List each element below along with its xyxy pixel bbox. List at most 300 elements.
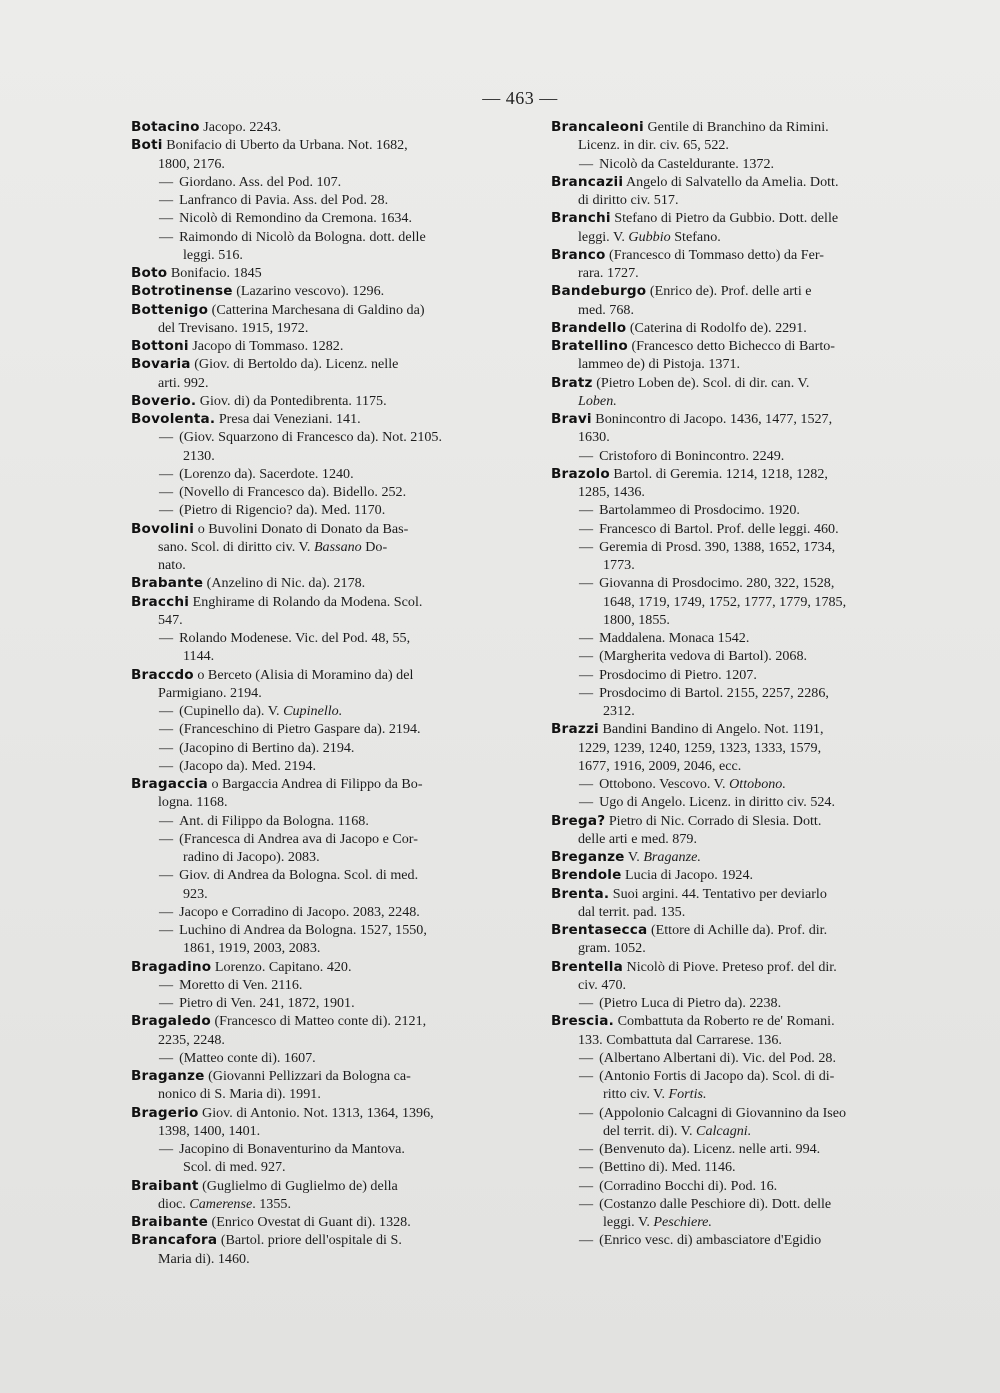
- index-entry: [551, 1012, 927, 1049]
- subentry-dash: —: [159, 976, 174, 993]
- entry-line: [551, 392, 927, 410]
- subentry-dash: —: [159, 903, 174, 920]
- entry-line: [551, 885, 927, 903]
- entry-line: [131, 118, 507, 136]
- entry-line: [579, 775, 927, 793]
- entry-headword: Branco: [551, 246, 606, 263]
- entry-line: [551, 757, 927, 775]
- index-entry: [551, 812, 927, 849]
- entry-line: [551, 830, 927, 848]
- entry-headword: Brescia.: [551, 1013, 615, 1030]
- entry-line: [159, 465, 507, 483]
- entry-headword: Botrotinense: [131, 283, 233, 300]
- entry-headword: Bragerio: [131, 1104, 199, 1121]
- entry-line: [579, 501, 927, 519]
- entry-text: Moretto di Ven. 2116.: [179, 976, 303, 993]
- entry-text: Pietro di Ven. 241, 1872, 1901.: [179, 995, 355, 1011]
- index-subentry: [551, 538, 927, 575]
- entry-text: Prosdocimo di Bartol. 2155, 2257, 2286,: [599, 684, 829, 701]
- entry-text: arti. 992.: [158, 374, 209, 391]
- subentry-dash: —: [159, 465, 174, 482]
- entry-headword: Bovolenta.: [131, 411, 216, 427]
- entry-line: [551, 739, 927, 757]
- entry-line: [131, 282, 507, 300]
- cross-reference: Calcagni.: [696, 1122, 752, 1139]
- index-subentry: [131, 702, 507, 720]
- entry-line: [579, 593, 927, 611]
- entry-text: (Lorenzo da). Sacerdote. 1240.: [179, 465, 354, 482]
- index-subentry: [551, 666, 927, 684]
- entry-text: (Bettino di). Med. 1146.: [599, 1159, 736, 1176]
- subentry-dash: —: [159, 1049, 174, 1066]
- entry-text: 2312.: [603, 703, 635, 719]
- entry-line: [579, 520, 927, 538]
- subentry-dash: —: [159, 721, 174, 738]
- entry-text: (Appolonio Calcagni di Giovannino da Iseo: [599, 1104, 847, 1121]
- index-entry: [551, 848, 927, 866]
- entry-text: (Cupinello da). V.: [179, 703, 284, 719]
- entry-line: [131, 1213, 507, 1231]
- subentry-dash: —: [579, 1195, 594, 1212]
- index-entry: [551, 209, 927, 246]
- entry-headword: Bandeburgo: [551, 283, 647, 300]
- entry-text: o Buvolini Donato di Donato da Bas-: [197, 520, 409, 537]
- subentry-dash: —: [579, 648, 594, 665]
- entry-text: Do-: [361, 538, 388, 555]
- entry-line: [131, 1250, 507, 1268]
- entry-headword: Bragaccia: [131, 776, 208, 792]
- subentry-dash: —: [579, 502, 594, 519]
- entry-line: [579, 1085, 927, 1103]
- entry-headword: Branchi: [551, 210, 611, 227]
- entry-line: [551, 337, 927, 355]
- entry-line: [579, 994, 927, 1012]
- entry-text: dal territ. pad. 135.: [578, 903, 686, 920]
- index-subentry: [131, 465, 507, 483]
- entry-headword: Brabante: [131, 575, 204, 592]
- index-subentry: [131, 739, 507, 757]
- subentry-dash: —: [159, 192, 174, 208]
- entry-line: [131, 392, 507, 410]
- subentry-dash: —: [579, 684, 594, 701]
- subentry-dash: —: [159, 173, 174, 190]
- entry-line: [159, 246, 507, 264]
- entry-line: [579, 647, 927, 665]
- entry-line: [131, 1012, 507, 1030]
- index-subentry: [131, 501, 507, 519]
- subentry-dash: —: [159, 703, 174, 719]
- entry-text: Stefano di Pietro da Gubbio. Dott. delle: [614, 210, 839, 227]
- entry-text: Bonincontro di Jacopo. 1436, 1477, 1527,: [595, 411, 833, 427]
- index-entry: [131, 337, 507, 355]
- entry-line: [579, 1213, 927, 1231]
- entry-text: del territ. di). V.: [603, 1122, 697, 1139]
- entry-text: . 1355.: [252, 1195, 291, 1212]
- entry-text: 1144.: [183, 648, 215, 665]
- entry-line: [131, 1067, 507, 1085]
- entry-line: [159, 757, 507, 775]
- entry-line: [159, 191, 507, 209]
- index-entry: [551, 866, 927, 884]
- entry-line: [579, 1177, 927, 1195]
- entry-line: [159, 812, 507, 830]
- entry-text: (Ettore di Achille da). Prof. dir.: [650, 922, 828, 938]
- entry-text: Luchino di Andrea da Bologna. 1527, 1550,: [179, 922, 427, 938]
- entry-text: 923.: [183, 885, 208, 902]
- index-entry: [131, 136, 507, 173]
- entry-text: (Giov. di Bertoldo da). Licenz. nelle: [194, 356, 399, 373]
- entry-headword: Brancazii: [551, 173, 624, 190]
- entry-line: [131, 155, 507, 173]
- entry-line: [551, 246, 927, 264]
- entry-line: [131, 136, 507, 154]
- entry-line: [159, 228, 507, 246]
- index-entry: [131, 1012, 507, 1049]
- subentry-dash: —: [579, 666, 594, 683]
- entry-headword: Brendole: [551, 867, 622, 884]
- index-subentry: [131, 629, 507, 666]
- subentry-dash: —: [579, 1141, 594, 1157]
- entry-text: Licenz. in dir. civ. 65, 522.: [578, 137, 729, 154]
- entry-text: Jacopo e Corradino di Jacopo. 2083, 2248.: [179, 903, 420, 920]
- entry-line: [159, 830, 507, 848]
- entry-line: [551, 173, 927, 191]
- subentry-dash: —: [159, 1141, 174, 1157]
- subentry-dash: —: [579, 520, 594, 537]
- entry-headword: Brazolo: [551, 465, 610, 482]
- page-number: — 463 —: [482, 88, 558, 108]
- index-entry: [551, 921, 927, 958]
- entry-text: o Berceto (Alisia di Moramino da) del: [197, 666, 414, 683]
- subentry-dash: —: [579, 538, 594, 555]
- index-subentry: [131, 173, 507, 191]
- entry-line: [131, 264, 507, 282]
- subentry-dash: —: [579, 630, 594, 646]
- entry-text: nato.: [158, 557, 186, 573]
- entry-line: [131, 1031, 507, 1049]
- entry-text: Nicolò di Remondino da Cremona. 1634.: [179, 210, 412, 227]
- entry-line: [551, 848, 927, 866]
- entry-text: leggi. V.: [578, 228, 629, 245]
- entry-line: [579, 684, 927, 702]
- index-entry: [551, 319, 927, 337]
- index-subentry: [131, 994, 507, 1012]
- entry-headword: Braibante: [131, 1214, 208, 1230]
- index-subentry: [551, 629, 927, 647]
- entry-headword: Bovaria: [131, 356, 191, 373]
- entry-text: Giovanna di Prosdocimo. 280, 322, 1528,: [599, 575, 835, 592]
- index-entry: [131, 1231, 507, 1268]
- entry-line: [131, 1104, 507, 1122]
- entry-text: Combattuta da Roberto re de' Romani.: [617, 1013, 835, 1030]
- subentry-dash: —: [579, 794, 594, 811]
- entry-text: (Margherita vedova di Bartol). 2068.: [599, 648, 808, 665]
- entry-text: (Jacopo da). Med. 2194.: [179, 757, 317, 774]
- entry-line: [159, 1158, 507, 1176]
- entry-text: Lorenzo. Capitano. 420.: [214, 958, 352, 975]
- index-subentry: [551, 1195, 927, 1232]
- entry-text: (Enrico de). Prof. delle arti e: [649, 283, 812, 300]
- index-entry: [551, 885, 927, 922]
- entry-text: Ant. di Filippo da Bologna. 1168.: [179, 812, 369, 829]
- entry-line: [551, 319, 927, 337]
- entry-text: Maria di). 1460.: [158, 1250, 250, 1267]
- entry-line: [579, 574, 927, 592]
- index-subentry: [131, 830, 507, 867]
- index-subentry: [131, 812, 507, 830]
- entry-line: [579, 666, 927, 684]
- entry-text: V.: [627, 849, 644, 865]
- entry-text: Jacopino di Bonaventurino da Mantova.: [179, 1141, 405, 1157]
- entry-text: (Giovanni Pellizzari da Bologna ca-: [208, 1068, 411, 1084]
- index-subentry: [131, 976, 507, 994]
- entry-text: Lucia di Jacopo. 1924.: [625, 867, 754, 884]
- index-entry: [131, 118, 507, 136]
- index-subentry: [131, 921, 507, 958]
- index-subentry: [551, 1049, 927, 1067]
- entry-text: (Francesco di Tommaso detto) da Fer-: [609, 246, 824, 263]
- index-subentry: [551, 1140, 927, 1158]
- entry-line: [131, 793, 507, 811]
- index-entry: [131, 958, 507, 976]
- cross-reference: Fortis.: [668, 1086, 707, 1103]
- entry-line: [579, 155, 927, 173]
- entry-line: [579, 793, 927, 811]
- entry-headword: Brega?: [551, 812, 606, 829]
- index-subentry: [551, 447, 927, 465]
- entry-line: [131, 520, 507, 538]
- entry-text: (Anzelino di Nic. da). 2178.: [206, 575, 366, 592]
- subentry-dash: —: [159, 757, 174, 774]
- entry-text: Parmigiano. 2194.: [158, 684, 262, 701]
- index-subentry: [551, 501, 927, 519]
- index-entry: [551, 246, 927, 283]
- entry-line: [551, 191, 927, 209]
- index-entry: [131, 1104, 507, 1141]
- entry-text: Raimondo di Nicolò da Bologna. dott. delle: [179, 228, 426, 245]
- entry-line: [551, 410, 927, 428]
- entry-line: [159, 739, 507, 757]
- index-entry: [551, 374, 927, 411]
- entry-line: [551, 301, 927, 319]
- entry-text: Enghirame di Rolando da Modena. Scol.: [192, 593, 423, 610]
- entry-line: [131, 593, 507, 611]
- entry-text: radino di Jacopo). 2083.: [183, 849, 320, 865]
- index-subentry: [551, 1158, 927, 1176]
- subentry-dash: —: [159, 502, 174, 519]
- entry-line: [159, 209, 507, 227]
- entry-headword: Bracchi: [131, 593, 190, 610]
- entry-text: sano. Scol. di diritto civ. V.: [158, 538, 314, 555]
- entry-line: [579, 1140, 927, 1158]
- entry-text: Maddalena. Monaca 1542.: [599, 630, 750, 646]
- subentry-dash: —: [579, 1104, 594, 1121]
- entry-text: dioc.: [158, 1195, 190, 1212]
- entry-text: Giov. di Andrea da Bologna. Scol. di med.: [179, 867, 419, 884]
- entry-line: [579, 1122, 927, 1140]
- index-column-right: [551, 118, 927, 1250]
- entry-text: 1229, 1239, 1240, 1259, 1323, 1333, 1579,: [578, 739, 822, 756]
- cross-reference: Cupinello.: [283, 703, 343, 719]
- index-subentry: [551, 1104, 927, 1141]
- entry-line: [159, 483, 507, 501]
- entry-text: Rolando Modenese. Vic. del Pod. 48, 55,: [179, 630, 411, 646]
- entry-text: (Franceschino di Pietro Gaspare da). 2194.: [179, 721, 421, 738]
- entry-headword: Bravi: [551, 411, 592, 427]
- subentry-dash: —: [159, 995, 174, 1011]
- entry-line: [579, 1049, 927, 1067]
- index-entry: [131, 666, 507, 703]
- entry-line: [551, 118, 927, 136]
- index-entry: [551, 173, 927, 210]
- index-subentry: [551, 1177, 927, 1195]
- index-entry: [551, 337, 927, 374]
- entry-text: Stefano.: [670, 228, 721, 245]
- index-subentry: [131, 191, 507, 209]
- index-subentry: [551, 793, 927, 811]
- entry-text: (Benvenuto da). Licenz. nelle arti. 994.: [599, 1141, 821, 1157]
- entry-text: (Giov. Squarzono di Francesco da). Not. 2105.: [179, 429, 442, 446]
- entry-text: (Costanzo dalle Peschiore di). Dott. delle: [599, 1195, 832, 1212]
- entry-line: [579, 538, 927, 556]
- entry-headword: Bragadino: [131, 958, 212, 975]
- index-subentry: [551, 155, 927, 173]
- entry-headword: Brentasecca: [551, 922, 648, 938]
- entry-line: [551, 282, 927, 300]
- entry-text: del Trevisano. 1915, 1972.: [158, 319, 309, 336]
- entry-headword: Brancaleoni: [551, 119, 644, 135]
- entry-line: [551, 1012, 927, 1030]
- subentry-dash: —: [159, 922, 174, 938]
- entry-text: 1861, 1919, 2003, 2083.: [183, 940, 321, 957]
- subentry-dash: —: [159, 630, 174, 646]
- subentry-dash: —: [579, 1049, 594, 1066]
- entry-text: Nicolò di Piove. Preteso prof. del dir.: [626, 958, 837, 975]
- entry-headword: Brentella: [551, 958, 623, 975]
- entry-line: [131, 1177, 507, 1195]
- index-entry: [131, 410, 507, 428]
- entry-line: [131, 355, 507, 373]
- index-entry: [131, 1067, 507, 1104]
- entry-text: 1800, 2176.: [158, 155, 225, 172]
- entry-text: civ. 470.: [578, 976, 627, 993]
- entry-text: Scol. di med. 927.: [183, 1159, 286, 1176]
- entry-line: [579, 702, 927, 720]
- entry-line: [159, 720, 507, 738]
- entry-line: [551, 355, 927, 373]
- entry-headword: Botacino: [131, 119, 200, 135]
- index-subentry: [131, 903, 507, 921]
- index-entry: [131, 355, 507, 392]
- entry-text: Ugo di Angelo. Licenz. in diritto civ. 524.: [599, 794, 835, 811]
- index-entry: [131, 392, 507, 410]
- entry-text: (Catterina Marchesana di Galdino da): [211, 301, 425, 318]
- index-subentry: [551, 574, 927, 629]
- entry-line: [131, 666, 507, 684]
- entry-line: [131, 775, 507, 793]
- cross-reference: Bassano: [313, 538, 362, 555]
- entry-line: [551, 428, 927, 446]
- entry-text: Bandini Bandino di Angelo. Not. 1191,: [602, 721, 824, 738]
- entry-text: (Matteo conte di). 1607.: [179, 1049, 316, 1066]
- entry-headword: Bratz: [551, 374, 593, 391]
- entry-text: (Lazarino vescovo). 1296.: [236, 283, 385, 300]
- entry-text: (Pietro di Rigencio? da). Med. 1170.: [179, 502, 386, 519]
- entry-line: [131, 958, 507, 976]
- index-subentry: [131, 209, 507, 227]
- entry-line: [551, 921, 927, 939]
- entry-line: [131, 1122, 507, 1140]
- entry-text: Gentile di Branchino da Rimini.: [647, 119, 829, 135]
- entry-line: [579, 556, 927, 574]
- entry-headword: Bottoni: [131, 338, 189, 354]
- entry-line: [159, 428, 507, 446]
- entry-text: leggi. 516.: [183, 246, 243, 263]
- entry-text: Bartolammeo di Prosdocimo. 1920.: [599, 502, 800, 519]
- index-subentry: [131, 483, 507, 501]
- entry-line: [159, 866, 507, 884]
- entry-text: Bonifacio di Uberto da Urbana. Not. 1682,: [166, 137, 408, 154]
- entry-line: [159, 921, 507, 939]
- entry-text: 547.: [158, 611, 183, 628]
- entry-line: [131, 574, 507, 592]
- index-subentry: [131, 720, 507, 738]
- entry-text: gram. 1052.: [578, 940, 646, 957]
- subentry-dash: —: [579, 1232, 594, 1249]
- entry-line: [131, 538, 507, 556]
- index-entry: [131, 264, 507, 282]
- entry-text: Jacopo di Tommaso. 1282.: [192, 338, 344, 354]
- entry-text: Ottobono. Vescovo. V.: [599, 776, 730, 792]
- entry-line: [551, 903, 927, 921]
- entry-text: (Albertano Albertani di). Vic. del Pod. 28.: [599, 1049, 836, 1066]
- index-entry: [131, 593, 507, 630]
- entry-line: [159, 501, 507, 519]
- entry-text: Presa dai Veneziani. 141.: [218, 411, 361, 427]
- subentry-dash: —: [159, 830, 174, 847]
- entry-line: [131, 556, 507, 574]
- entry-text: Lanfranco di Pavia. Ass. del Pod. 28.: [179, 192, 389, 208]
- entry-text: 1773.: [603, 557, 635, 573]
- entry-line: [131, 337, 507, 355]
- index-entry: [551, 465, 927, 502]
- entry-text: (Novello di Francesco da). Bidello. 252.: [179, 484, 407, 500]
- entry-text: (Caterina di Rodolfo de). 2291.: [629, 319, 807, 336]
- index-subentry: [551, 647, 927, 665]
- index-subentry: [551, 994, 927, 1012]
- entry-line: [159, 885, 507, 903]
- entry-line: [551, 483, 927, 501]
- index-subentry: [131, 1140, 507, 1177]
- entry-text: Cristoforo di Bonincontro. 2249.: [599, 447, 785, 464]
- entry-text: 2130.: [183, 447, 215, 464]
- entry-headword: Bovolini: [131, 520, 195, 537]
- entry-text: Bonifacio. 1845: [170, 265, 262, 281]
- entry-line: [131, 684, 507, 702]
- entry-text: (Guglielmo di Guglielmo de) della: [202, 1177, 398, 1194]
- entry-text: Francesco di Bartol. Prof. delle leggi. 460.: [599, 520, 839, 537]
- entry-line: [551, 209, 927, 227]
- cross-reference: Ottobono.: [729, 776, 786, 792]
- entry-line: [551, 374, 927, 392]
- entry-line: [159, 702, 507, 720]
- entry-headword: Bottenigo: [131, 301, 209, 318]
- entry-line: [551, 812, 927, 830]
- entry-line: [579, 1158, 927, 1176]
- entry-line: [131, 611, 507, 629]
- index-entry: [551, 410, 927, 447]
- entry-headword: Boto: [131, 265, 168, 281]
